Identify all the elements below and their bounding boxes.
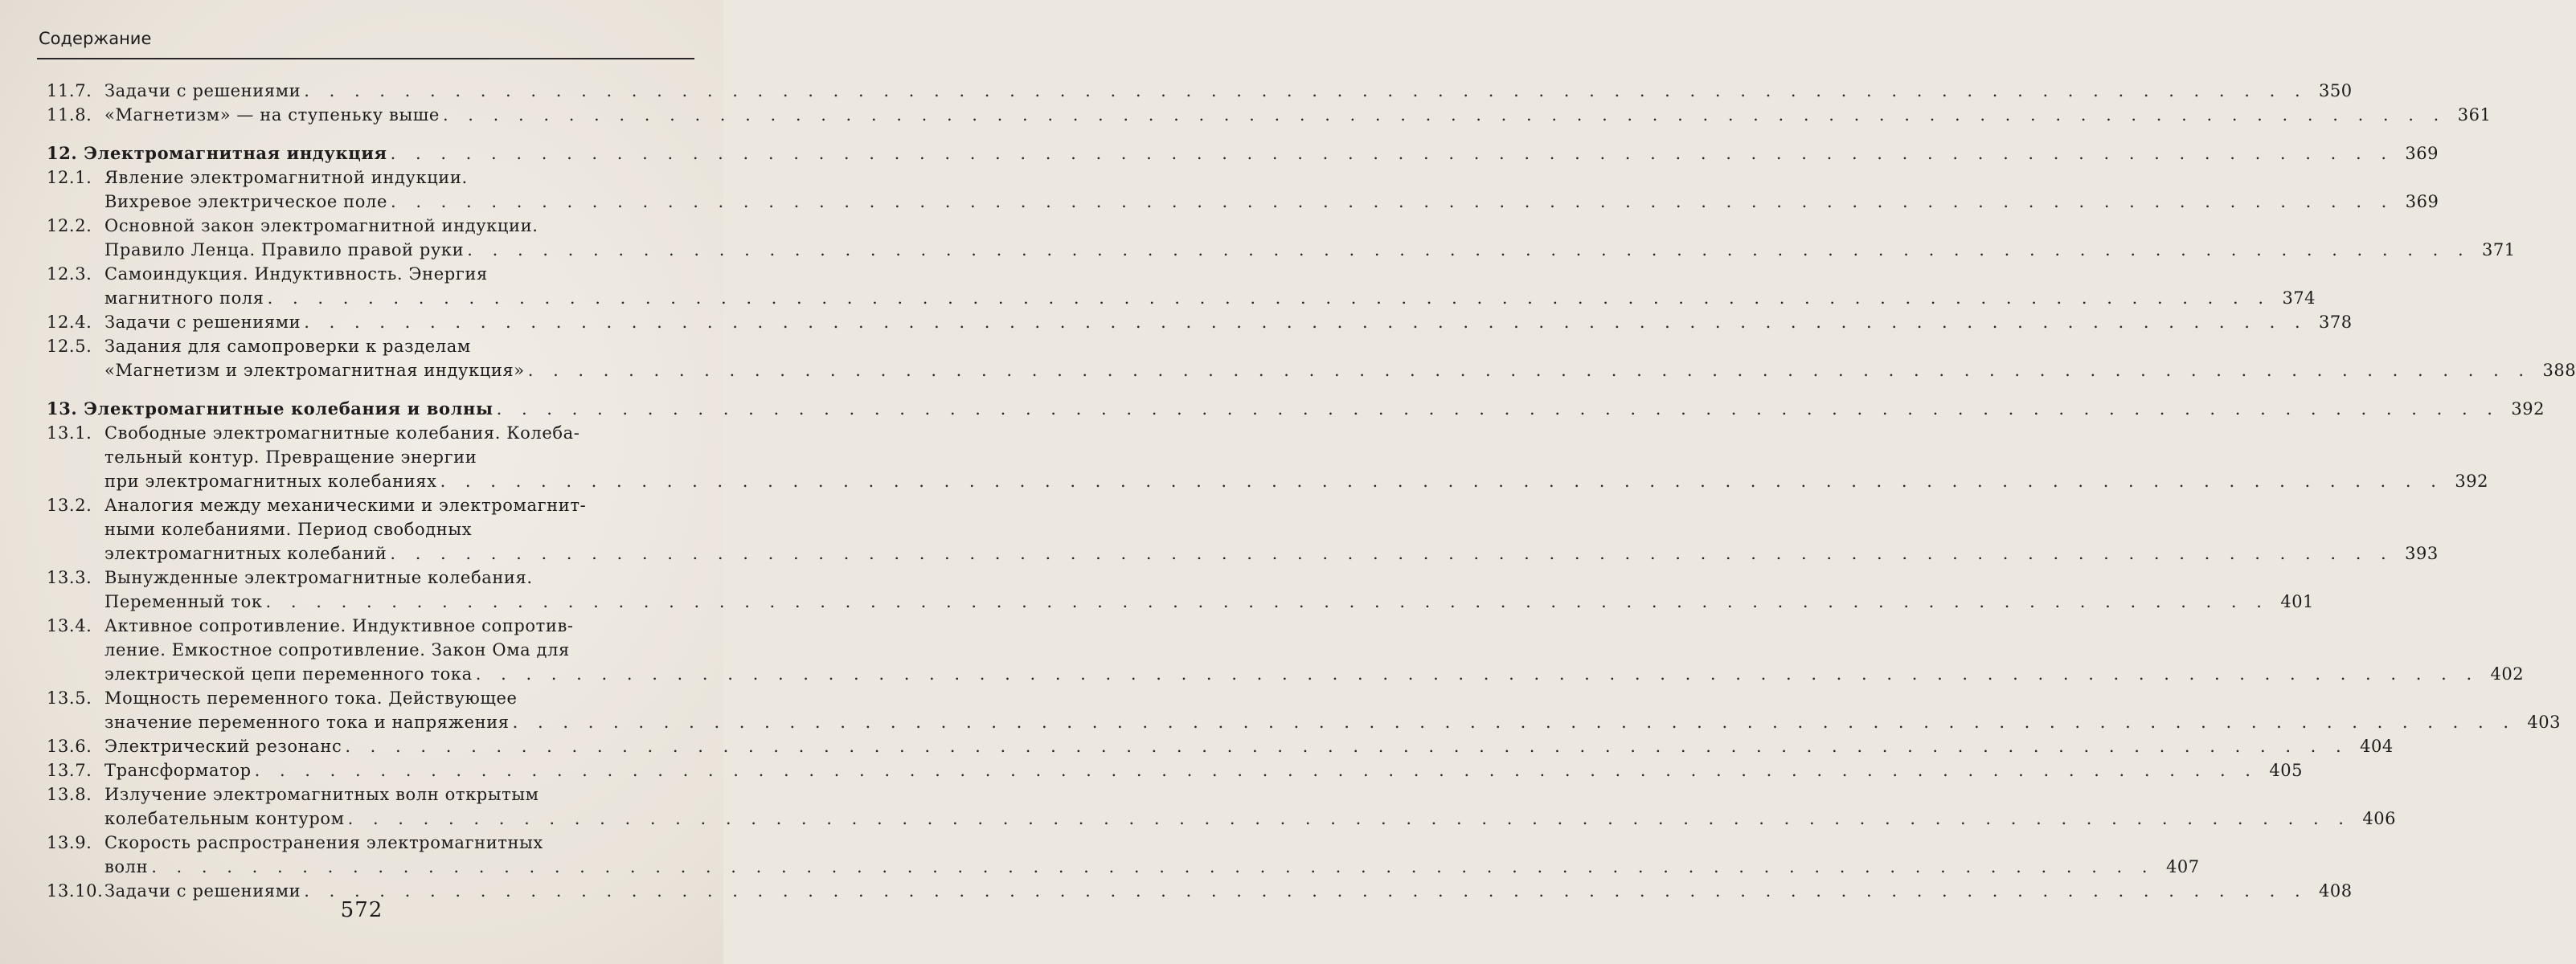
toc-section-entry[interactable] (0, 782, 2396, 831)
entry-page-number: 369 (2405, 192, 2439, 211)
entry-page-number: 369 (2405, 144, 2439, 163)
toc-line (0, 141, 2439, 165)
leader-row (104, 590, 2314, 614)
toc-line (0, 807, 2396, 831)
dot-leader: . . . . . . . . . . . . . . . . . . . . . . . . . . . . . . . . . . . . . . . . . . . . . . . . . . . . . . . . . . . . . . . . . . . . . . . . . . . . . . . . (265, 592, 2269, 611)
entry-number: 13.10. (47, 881, 104, 901)
entry-title: Мощность переменного тока. Действующее (104, 688, 518, 708)
toc-line (0, 782, 723, 807)
toc-section-entry[interactable] (0, 103, 2492, 127)
entry-title: электрической цепи переменного тока (104, 664, 473, 684)
dot-leader: . . . . . . . . . . . . . . . . . . . . . . . . . . . . . . . . . . . . . . . . . . . . . . . . . . . . . . . . . . . . . . . . . . . . . . . . . . . . . . . . (440, 472, 2443, 491)
dot-leader: . . . . . . . . . . . . . . . . . . . . . . . . . . . . . . . . . . . . . . . . . . . . . . . . . . . . . . . . . . . . . . . . . . . . . . . . . . . . . . . . (347, 809, 2351, 828)
toc-line (0, 445, 723, 469)
entry-title: ными колебаниями. Период свободных (104, 520, 473, 539)
toc-line (0, 710, 2562, 734)
leader-row (47, 141, 2439, 165)
dot-leader: . . . . . . . . . . . . . . . . . . . . . . . . . . . . . . . . . . . . . . . . . . . . . . . . . . . . . . . . . . . . . . . . . . . . . . . . . . . . . . . . (254, 761, 2258, 780)
toc-section-entry[interactable] (0, 165, 2439, 214)
entry-number: 13.7. (47, 761, 92, 780)
leader-row (104, 469, 2488, 493)
toc-line (0, 190, 2439, 214)
leader-row (104, 807, 2396, 831)
toc-section-entry[interactable] (0, 758, 2303, 782)
entry-page-number: 407 (2165, 857, 2200, 876)
toc-line (0, 590, 2314, 614)
toc-line (0, 831, 723, 855)
entry-title: «Магнетизм» — на ступеньку выше (104, 105, 440, 125)
leader-row (104, 190, 2439, 214)
toc-section-entry[interactable] (0, 686, 2562, 734)
dot-leader: . . . . . . . . . . . . . . . . . . . . . . . . . . . . . . . . . . . . . . . . . . . . . . . . . . . . . . . . . . . . . . . . . . . . . . . . . . . . . . . . (267, 288, 2271, 308)
dot-leader: . . . . . . . . . . . . . . . . . . . . . . . . . . . . . . . . . . . . . . . . . . . . . . . . . . . . . . . . . . . . . . . . . . . . . . . . . . . . . . . . (151, 857, 2155, 876)
entry-title: Аналогия между механическими и электромагнит- (104, 496, 587, 515)
toc-section-entry[interactable] (0, 421, 2488, 493)
entry-page-number: 408 (2319, 881, 2353, 901)
entry-number: 12.5. (47, 337, 92, 356)
entry-title: Переменный ток (104, 592, 263, 611)
toc-line (0, 358, 2576, 382)
dot-leader: . . . . . . . . . . . . . . . . . . . . . . . . . . . . . . . . . . . . . . . . . . . . . . . . . . . . . . . . . . . . . . . . . . . . . . . . . . . . . . . . (390, 144, 2394, 163)
entry-title: Правило Ленца. Правило правой руки (104, 240, 465, 259)
toc-chapter-entry[interactable] (0, 397, 2545, 421)
entry-page-number: 361 (2457, 105, 2492, 125)
leader-row (104, 103, 2492, 127)
toc-section-entry[interactable] (0, 262, 2316, 310)
leader-row (104, 358, 2576, 382)
toc-line (0, 165, 723, 190)
entry-number: 13.4. (47, 616, 92, 635)
entry-page-number: 402 (2490, 664, 2525, 684)
toc-line (0, 638, 723, 662)
toc-section-entry[interactable] (0, 214, 2516, 262)
entry-number: 12.1. (47, 168, 92, 187)
dot-leader: . . . . . . . . . . . . . . . . . . . . . . . . . . . . . . . . . . . . . . . . . . . . . . . . . . . . . . . . . . . . . . . . . . . . . . . . . . . . . . . . (304, 881, 2308, 901)
toc-line (0, 238, 2516, 262)
entry-page-number: 406 (2362, 809, 2396, 828)
entry-page-number: 374 (2282, 288, 2316, 308)
running-title: Содержание (39, 29, 152, 48)
entry-title: магнитного поля (104, 288, 264, 308)
header-rule (37, 58, 694, 59)
toc-line (0, 493, 723, 517)
toc-line (0, 734, 2394, 758)
leader-row (104, 758, 2303, 782)
entry-title: Вынужденные электромагнитные колебания. (104, 568, 533, 587)
entry-title: тельный контур. Превращение энергии (104, 447, 477, 467)
toc-line (0, 421, 723, 445)
entry-title: Электрический резонанс (104, 737, 342, 756)
entry-title: Задачи с решениями (104, 312, 301, 332)
entry-title: Основной закон электромагнитной индукции. (104, 216, 539, 235)
toc-line (0, 310, 2353, 334)
dot-leader: . . . . . . . . . . . . . . . . . . . . . . . . . . . . . . . . . . . . . . . . . . . . . . . . . . . . . . . . . . . . . . . . . . . . . . . . . . . . . . . . (304, 312, 2308, 332)
toc-line (0, 517, 723, 541)
entry-number: 12.3. (47, 264, 92, 284)
entry-title: 12. Электромагнитная индукция (47, 143, 387, 163)
entry-title: Трансформатор (104, 761, 252, 780)
dot-leader: . . . . . . . . . . . . . . . . . . . . . . . . . . . . . . . . . . . . . . . . . . . . . . . . . . . . . . . . . . . . . . . . . . . . . . . . . . . . . . . . (304, 81, 2308, 100)
entry-page-number: 371 (2482, 240, 2516, 259)
entry-title: колебательным контуром (104, 809, 345, 828)
entry-page-number: 350 (2319, 81, 2353, 100)
entry-title: значение переменного тока и напряжения (104, 713, 510, 732)
toc-line (0, 469, 2488, 493)
entry-page-number: 392 (2455, 472, 2488, 491)
entry-page-number: 392 (2511, 399, 2545, 419)
dot-leader: . . . . . . . . . . . . . . . . . . . . . . . . . . . . . . . . . . . . . . . . . . . . . . . . . . . . . . . . . . . . . . . . . . . . . . . . . . . . . . . . (512, 713, 2517, 732)
toc-line (0, 758, 2303, 782)
toc-line (0, 541, 2439, 566)
entry-number: 12.4. (47, 312, 92, 332)
toc-line (0, 103, 2492, 127)
entry-number: 13.8. (47, 785, 92, 804)
toc-line (0, 614, 723, 638)
entry-title: Явление электромагнитной индукции. (104, 168, 468, 187)
toc-section-entry[interactable] (0, 831, 2200, 879)
toc-line (0, 214, 723, 238)
entry-number: 13.9. (47, 833, 92, 852)
dot-leader: . . . . . . . . . . . . . . . . . . . . . . . . . . . . . . . . . . . . . . . . . . . . . . . . . . . . . . . . . . . . . . . . . . . . . . . . . . . . . . . . (345, 737, 2349, 756)
dot-leader: . . . . . . . . . . . . . . . . . . . . . . . . . . . . . . . . . . . . . . . . . . . . . . . . . . . . . . . . . . . . . . . . . . . . . . . . . . . . . . . . (475, 664, 2480, 684)
toc-chapter-entry[interactable] (0, 141, 2439, 165)
entry-page-number: 388 (2542, 361, 2576, 380)
dot-leader: . . . . . . . . . . . . . . . . . . . . . . . . . . . . . . . . . . . . . . . . . . . . . . . . . . . . . . . . . . . . . . . . . . . . . . . . . . . . . . . . (442, 105, 2447, 125)
entry-number: 11.7. (47, 81, 92, 100)
entry-title: Задания для самопроверки к разделам (104, 337, 471, 356)
toc-section-entry[interactable] (0, 493, 2439, 566)
dot-leader: . . . . . . . . . . . . . . . . . . . . . . . . . . . . . . . . . . . . . . . . . . . . . . . . . . . . . . . . . . . . . . . . . . . . . . . . . . . . . . . . (496, 399, 2500, 419)
entry-number: 11.8. (47, 105, 92, 125)
entry-title: Скорость распространения электромагнитных (104, 833, 543, 852)
entry-page-number: 393 (2405, 544, 2439, 563)
chapter-gap (0, 127, 723, 141)
entry-number: 13.2. (47, 496, 92, 515)
toc-line (0, 397, 2545, 421)
entry-title: электромагнитных колебаний (104, 544, 387, 563)
toc-section-entry[interactable] (0, 334, 2576, 382)
leader-row (104, 79, 2353, 103)
entry-page-number: 401 (2280, 592, 2314, 611)
dot-leader: . . . . . . . . . . . . . . . . . . . . . . . . . . . . . . . . . . . . . . . . . . . . . . . . . . . . . . . . . . . . . . . . . . . . . . . . . . . . . . . . (390, 192, 2394, 211)
dot-leader: . . . . . . . . . . . . . . . . . . . . . . . . . . . . . . . . . . . . . . . . . . . . . . . . . . . . . . . . . . . . . . . . . . . . . . . . . . . . . . . . (467, 240, 2471, 259)
entry-title: Самоиндукция. Индуктивность. Энергия (104, 264, 488, 284)
entry-page-number: 404 (2360, 737, 2394, 756)
entry-title: Вихревое электрическое поле (104, 192, 387, 211)
leader-row (47, 397, 2545, 421)
toc-section-entry[interactable] (0, 566, 2314, 614)
toc-section-entry[interactable] (0, 79, 2353, 103)
leader-row (104, 310, 2353, 334)
entry-title: Свободные электромагнитные колебания. Колеба- (104, 423, 580, 443)
leader-row (104, 286, 2316, 310)
toc-section-entry[interactable] (0, 734, 2394, 758)
entry-number: 13.5. (47, 688, 92, 708)
entry-number: 13.3. (47, 568, 92, 587)
entry-page-number: 403 (2527, 713, 2562, 732)
toc-line (0, 686, 723, 710)
toc-section-entry[interactable] (0, 310, 2353, 334)
toc-line (0, 855, 2200, 879)
toc-line (0, 262, 723, 286)
dot-leader: . . . . . . . . . . . . . . . . . . . . . . . . . . . . . . . . . . . . . . . . . . . . . . . . . . . . . . . . . . . . . . . . . . . . . . . . . . . . . . . . (390, 544, 2394, 563)
entry-title: 13. Электромагнитные колебания и волны (47, 398, 493, 419)
entry-number: 12.2. (47, 216, 92, 235)
toc-section-entry[interactable] (0, 614, 2525, 686)
entry-number: 13.1. (47, 423, 92, 443)
entry-title: волн (104, 857, 149, 876)
entry-title: ление. Емкостное сопротивление. Закон Ома для (104, 640, 570, 660)
entry-title: при электромагнитных колебаниях (104, 472, 437, 491)
leader-row (104, 541, 2439, 566)
toc-line (0, 79, 2353, 103)
entry-title: Задачи с решениями (104, 881, 301, 901)
chapter-gap (0, 382, 723, 397)
dot-leader: . . . . . . . . . . . . . . . . . . . . . . . . . . . . . . . . . . . . . . . . . . . . . . . . . . . . . . . . . . . . . . . . . . . . . . . . . . . . . . . . (527, 361, 2532, 380)
entry-title: «Магнетизм и электромагнитная индукция» (104, 361, 525, 380)
toc-line (0, 566, 723, 590)
entry-title: Излучение электромагнитных волн открытым (104, 785, 539, 804)
toc-line (0, 662, 2525, 686)
entry-title: Задачи с решениями (104, 81, 301, 100)
leader-row (104, 734, 2394, 758)
toc-line (0, 334, 723, 358)
leader-row (104, 238, 2516, 262)
entry-title: Активное сопротивление. Индуктивное сопротив- (104, 616, 574, 635)
leader-row (104, 662, 2525, 686)
page-number: 572 (340, 898, 383, 922)
entry-page-number: 405 (2269, 761, 2303, 780)
table-of-contents (0, 79, 2576, 903)
entry-page-number: 378 (2319, 312, 2353, 332)
toc-line (0, 286, 2316, 310)
leader-row (104, 710, 2562, 734)
leader-row (104, 855, 2200, 879)
entry-number: 13.6. (47, 737, 92, 756)
